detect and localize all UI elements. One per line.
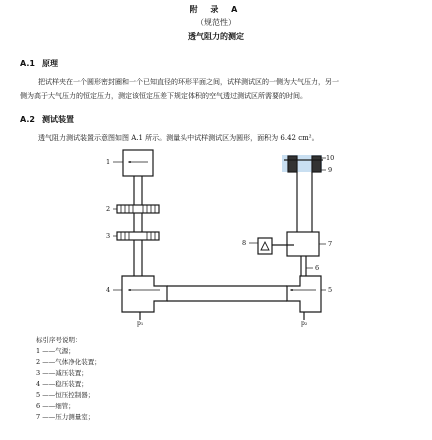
legend-item: 2 ——气体净化装置； [36, 358, 101, 366]
section-a1-number: A.1 [20, 59, 35, 68]
annex-name: 透气阻力的测定 [188, 32, 244, 41]
figure-label-10: 10 [326, 154, 335, 162]
figure-label-6: 6 [315, 264, 320, 272]
section-a2-paragraph: 透气阻力测试装置示意图如图 A.1 所示。测量头中试样测试区为圆形，面积为 6.42 cm²。 [38, 134, 319, 142]
legend-heading: 标引序号说明： [36, 336, 82, 344]
figure-label-p2: p₂ [301, 320, 308, 327]
measuring-head-right [312, 156, 321, 172]
section-a1-title: 原理 [42, 59, 58, 68]
figure-label-9: 9 [328, 166, 333, 174]
purification-device [117, 205, 159, 213]
figure-label-8: 8 [242, 239, 247, 247]
figure-label-5: 5 [328, 286, 333, 294]
figure-label-3: 3 [106, 232, 111, 240]
legend-item: 7 ——压力测量室； [36, 413, 95, 421]
gauge-box [258, 238, 272, 254]
section-a1-paragraph-line2: 侧为高于大气压力的恒定压力，测定该恒定压差下规定体积的空气透过测试区所需要的时间。 [20, 92, 307, 100]
legend-item: 1 ——气源； [36, 347, 75, 355]
figure-label-4: 4 [106, 286, 111, 294]
annex-title: 附 录 A [189, 5, 243, 14]
figure-label-2: 2 [106, 205, 111, 213]
pressure-reducer [117, 232, 159, 240]
legend-item: 4 ——稳压装置； [36, 380, 88, 388]
figure-label-1: 1 [106, 158, 111, 166]
legend-item: 3 ——减压装置； [36, 369, 88, 377]
section-a2-title: 测试装置 [42, 115, 74, 124]
stabilizer-box [122, 276, 167, 312]
measuring-chamber [287, 232, 319, 256]
figure-label-7: 7 [328, 240, 333, 248]
section-a1-paragraph-line1: 把试样夹在一个圆形密封圈和一个已知直径的环形平面之间，试样测试区的一侧为大气压力，另一 [38, 78, 339, 86]
pressure-controller-box [287, 276, 321, 312]
section-a2-number: A.2 [20, 115, 35, 124]
legend-item: 5 ——恒压控制器； [36, 391, 95, 399]
annex-type: （规范性） [196, 18, 236, 27]
measuring-head-left [288, 156, 297, 172]
gas-source-box [123, 150, 153, 176]
figure-label-p1: p₁ [137, 320, 144, 327]
legend-item: 6 ——细管； [36, 402, 75, 410]
